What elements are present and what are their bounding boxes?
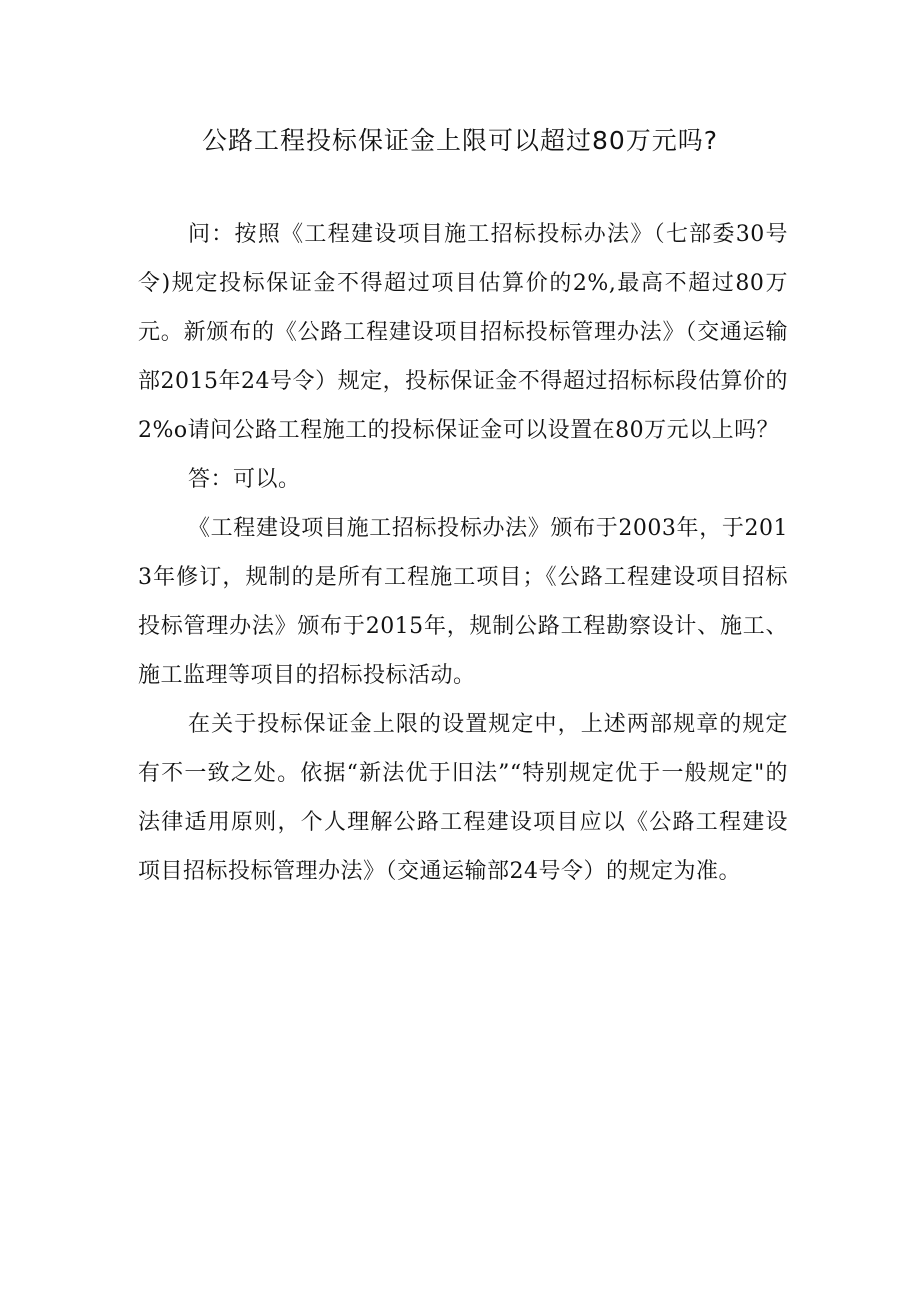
background-paragraph: 《工程建设项目施工招标投标办法》颁布于2003年，于2013年修订，规制的是所有工程施工项目；《公路工程建设项目招标投标管理办法》颁布于2015年，规制公路工程勘察设计、施工、施工监理等项目的招标投标活动。 xyxy=(138,516,788,688)
document-body xyxy=(138,210,788,896)
document-title: 公路工程投标保证金上限可以超过80万元吗? xyxy=(201,126,719,155)
question-paragraph: 问：按照《工程建设项目施工招标投标办法》（七部委30号令)规定投标保证金不得超过项目估算价的2%,最高不超过80万元。新颁布的《公路工程建设项目招标投标管理办法》（交通运输部2015年24号令）规定，投标保证金不得超过招标标段估算价的2%o请问公路工程施工的投标保证金可以设置在80万元以上吗？ xyxy=(138,222,788,443)
conclusion-paragraph: 在关于投标保证金上限的设置规定中，上述两部规章的规定有不一致之处。依据“新法优于旧法”“特别规定优于一般规定"的法律适用原则，个人理解公路工程建设项目应以《公路工程建设项目招标投标管理办法》（交通运输部24号令）的规定为准。 xyxy=(138,712,788,884)
answer-paragraph: 答：可以。 xyxy=(188,467,301,492)
